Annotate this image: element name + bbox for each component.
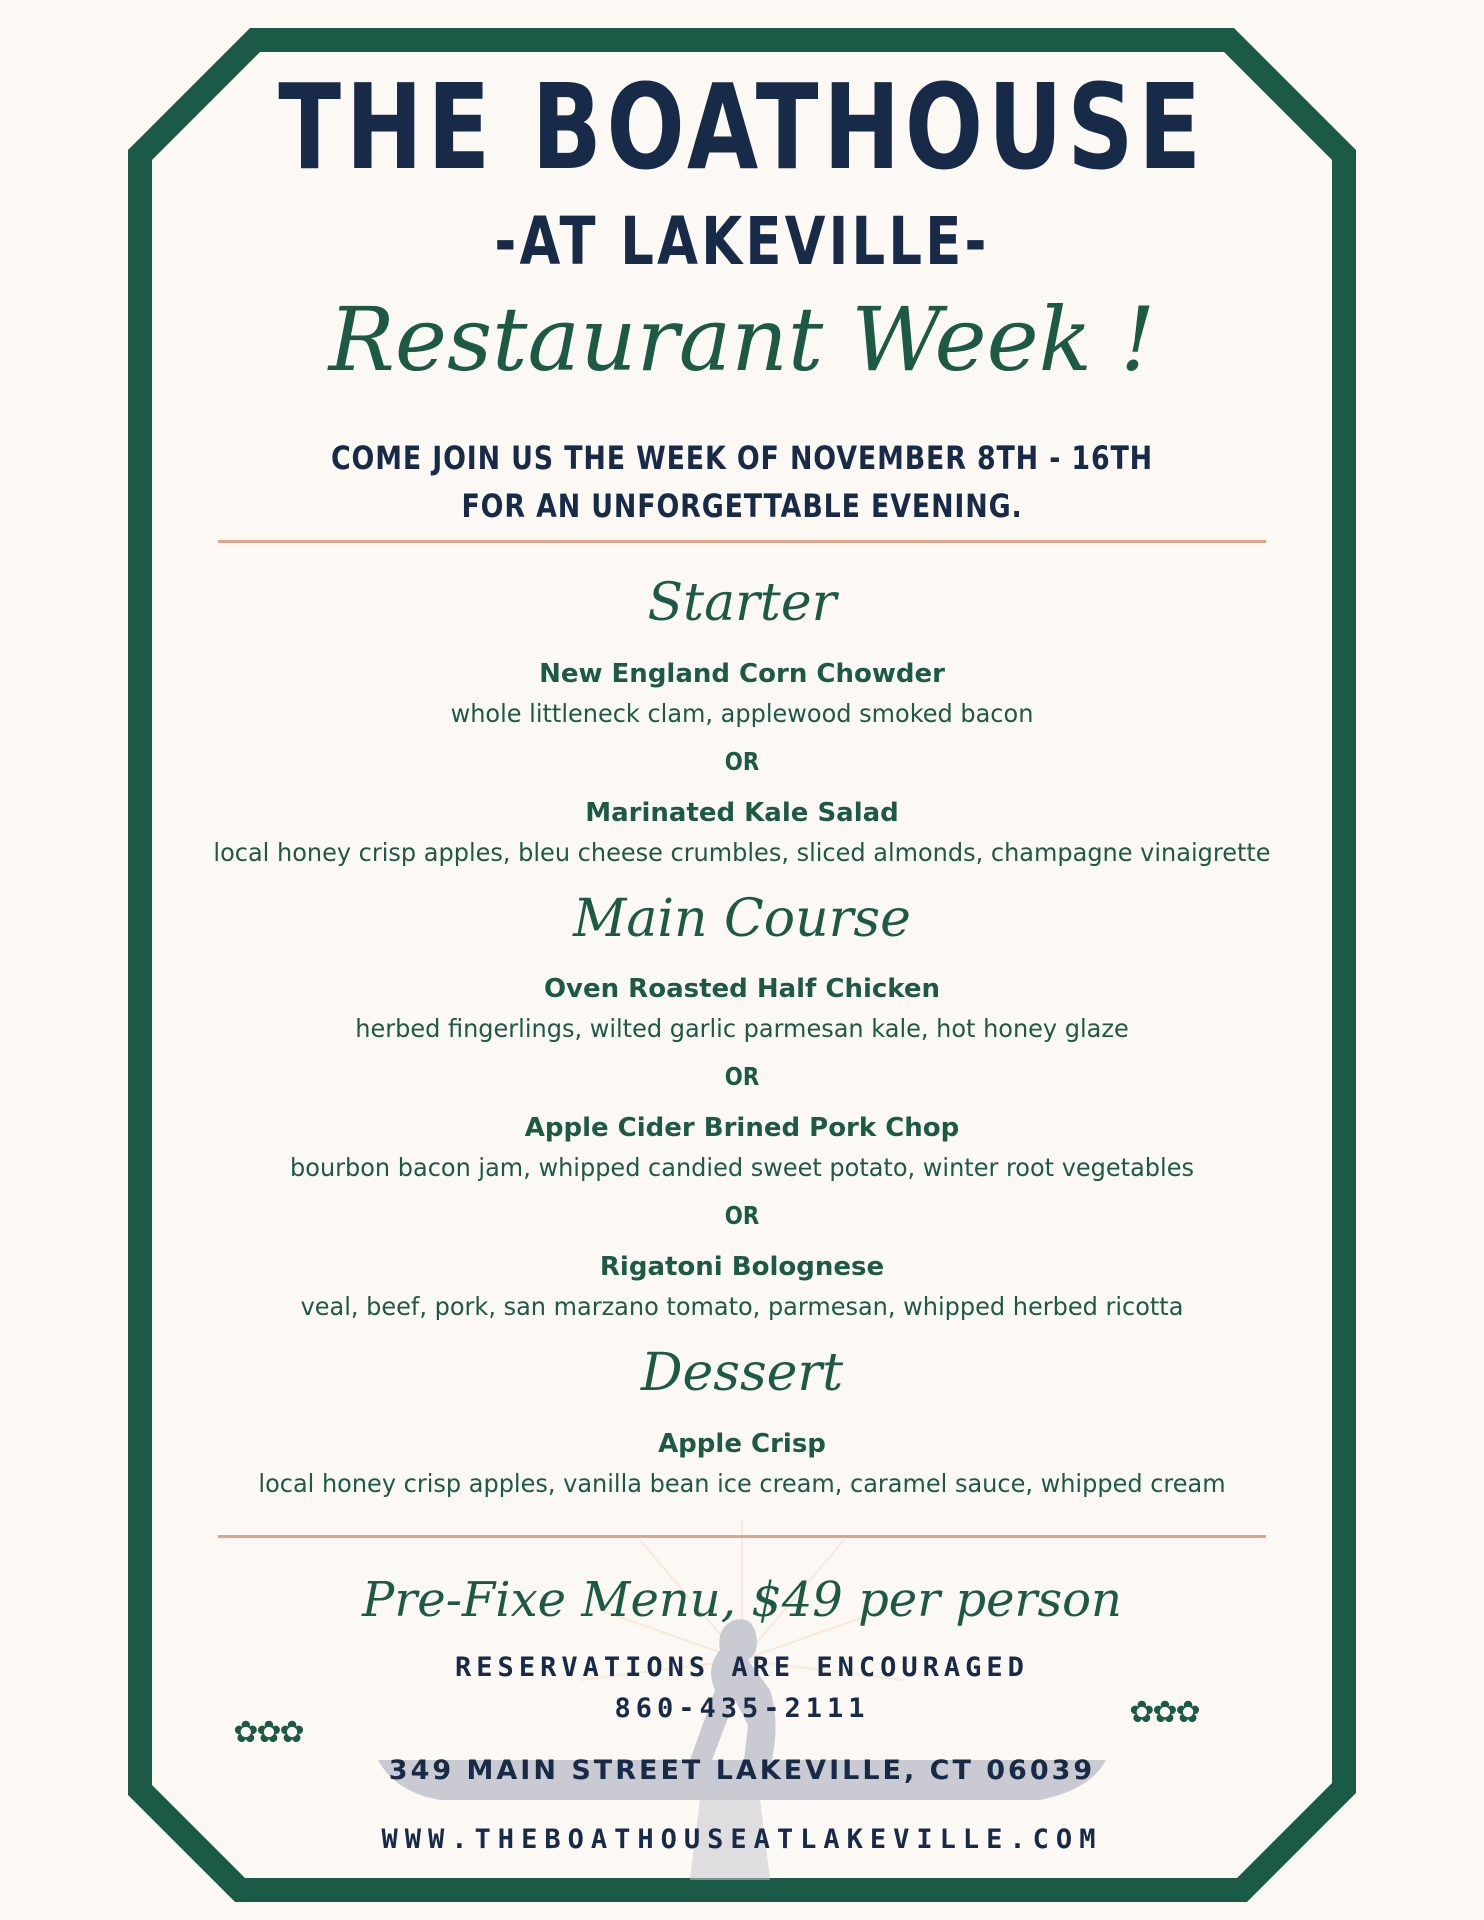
divider-top bbox=[218, 540, 1266, 543]
website-link[interactable]: WWW.THEBOATHOUSEATLAKEVILLE.COM bbox=[381, 1824, 1103, 1855]
menu-item-name: Rigatoni Bolognese bbox=[599, 1252, 885, 1282]
section-heading-main-course: Main Course bbox=[573, 889, 911, 949]
intro-line-1: COME JOIN US THE WEEK OF NOVEMBER 8TH - 16TH bbox=[330, 439, 1154, 477]
section-heading-dessert: Dessert bbox=[640, 1343, 844, 1403]
menu-item-name: New England Corn Chowder bbox=[539, 659, 945, 689]
menu-item-description: local honey crisp apples, vanilla bean ice cream, caramel sauce, whipped cream bbox=[258, 1469, 1226, 1498]
intro-line-2: FOR AN UNFORGETTABLE EVENING. bbox=[461, 487, 1023, 525]
menu-item-name: Marinated Kale Salad bbox=[585, 798, 899, 828]
or-separator: OR bbox=[724, 1062, 760, 1091]
or-separator: OR bbox=[724, 747, 760, 776]
event-title: Restaurant Week ! bbox=[328, 288, 1156, 391]
divider-bottom bbox=[218, 1535, 1266, 1538]
menu-item-description: whole littleneck clam, applewood smoked bacon bbox=[450, 699, 1034, 728]
section-heading-starter: Starter bbox=[647, 573, 837, 633]
phone-number: 860-435-2111 bbox=[614, 1693, 870, 1724]
restaurant-name: THE BOATHOUSE bbox=[278, 58, 1206, 196]
clover-trio-icon: ✿✿✿ bbox=[1129, 1695, 1199, 1730]
menu-item-description: bourbon bacon jam, whipped candied sweet potato, winter root vegetables bbox=[290, 1153, 1194, 1182]
clover-trio-icon: ✿✿✿ bbox=[233, 1715, 303, 1750]
restaurant-location: -AT LAKEVILLE- bbox=[494, 203, 990, 280]
menu-item-name: Oven Roasted Half Chicken bbox=[543, 974, 941, 1004]
menu-item-description: veal, beef, pork, san marzano tomato, parmesan, whipped herbed ricotta bbox=[300, 1292, 1184, 1321]
menu-item-description: herbed fingerlings, wilted garlic parmesan kale, hot honey glaze bbox=[355, 1014, 1129, 1043]
address: 349 MAIN STREET LAKEVILLE, CT 06039 bbox=[388, 1755, 1096, 1786]
menu-item-description: local honey crisp apples, bleu cheese crumbles, sliced almonds, champagne vinaigrette bbox=[213, 838, 1271, 867]
reservations-note: RESERVATIONS ARE ENCOURAGED bbox=[455, 1652, 1029, 1683]
or-separator: OR bbox=[724, 1201, 760, 1230]
menu-item-name: Apple Cider Brined Pork Chop bbox=[524, 1113, 960, 1143]
menu-item-name: Apple Crisp bbox=[658, 1429, 826, 1459]
price-line: Pre-Fixe Menu, $49 per person bbox=[362, 1572, 1122, 1628]
